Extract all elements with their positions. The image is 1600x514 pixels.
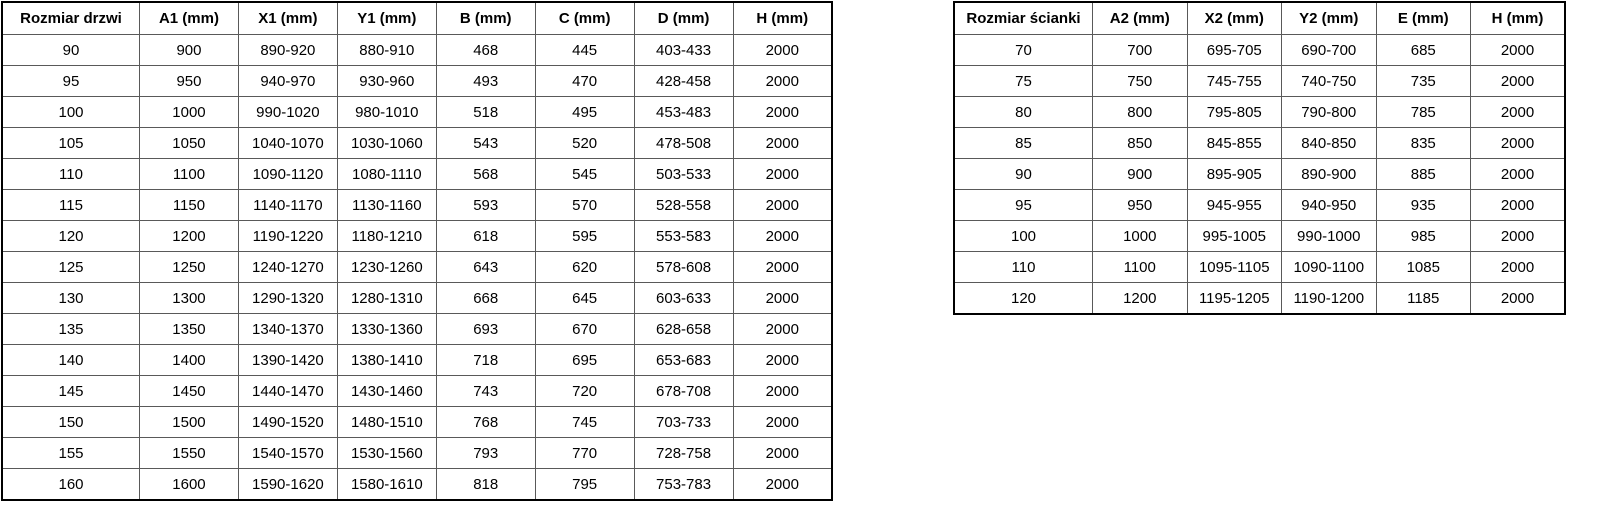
table-cell: 2000 [1471, 283, 1566, 315]
table-cell: 1300 [140, 283, 239, 314]
table-cell: 1580-1610 [337, 469, 436, 501]
table-cell: 795-805 [1187, 97, 1282, 128]
table-cell: 1250 [140, 252, 239, 283]
table-cell: 135 [2, 314, 140, 345]
table-cell: 990-1000 [1282, 221, 1377, 252]
table-cell: 2000 [733, 35, 832, 66]
table-cell: 90 [954, 159, 1093, 190]
table-cell: 593 [436, 190, 535, 221]
table-cell: 1550 [140, 438, 239, 469]
table-cell: 95 [954, 190, 1093, 221]
table-cell: 1080-1110 [337, 159, 436, 190]
table-cell: 403-433 [634, 35, 733, 66]
table-cell: 1400 [140, 345, 239, 376]
table-cell: 528-558 [634, 190, 733, 221]
table-cell: 1430-1460 [337, 376, 436, 407]
table-cell: 850 [1093, 128, 1188, 159]
table-cell: 1195-1205 [1187, 283, 1282, 315]
table-cell: 90 [2, 35, 140, 66]
table-cell: 95 [2, 66, 140, 97]
table-row [954, 128, 1565, 159]
table-cell: 840-850 [1282, 128, 1377, 159]
table-cell: 2000 [733, 252, 832, 283]
table-row [2, 314, 832, 345]
table-cell: 2000 [1471, 159, 1566, 190]
table-cell: 685 [1376, 35, 1471, 66]
table-cell: 2000 [733, 438, 832, 469]
table-cell: 718 [436, 345, 535, 376]
table-cell: 643 [436, 252, 535, 283]
table-cell: 990-1020 [238, 97, 337, 128]
table-cell: 1590-1620 [238, 469, 337, 501]
table-cell: 1095-1105 [1187, 252, 1282, 283]
table-cell: 1450 [140, 376, 239, 407]
table-cell: 578-608 [634, 252, 733, 283]
table-row [954, 35, 1565, 66]
table-cell: 745-755 [1187, 66, 1282, 97]
table-cell: 553-583 [634, 221, 733, 252]
table-cell: 1085 [1376, 252, 1471, 283]
table-cell: 745 [535, 407, 634, 438]
column-header: Rozmiar drzwi [2, 2, 140, 35]
table-row [2, 252, 832, 283]
table-cell: 950 [1093, 190, 1188, 221]
table-row [954, 283, 1565, 315]
table-cell: 478-508 [634, 128, 733, 159]
table-cell: 1440-1470 [238, 376, 337, 407]
table-cell: 468 [436, 35, 535, 66]
table-cell: 2000 [733, 221, 832, 252]
table-cell: 945-955 [1187, 190, 1282, 221]
table-cell: 668 [436, 283, 535, 314]
table-row [954, 252, 1565, 283]
column-header: H (mm) [1471, 2, 1566, 35]
table-cell: 743 [436, 376, 535, 407]
table-cell: 2000 [733, 283, 832, 314]
column-header: H (mm) [733, 2, 832, 35]
table-cell: 1180-1210 [337, 221, 436, 252]
table-cell: 1100 [140, 159, 239, 190]
table-cell: 1140-1170 [238, 190, 337, 221]
table-cell: 1040-1070 [238, 128, 337, 159]
table-cell: 428-458 [634, 66, 733, 97]
table-cell: 653-683 [634, 345, 733, 376]
table-cell: 2000 [733, 469, 832, 501]
table-cell: 140 [2, 345, 140, 376]
table-row [2, 438, 832, 469]
table-row [954, 221, 1565, 252]
table-cell: 568 [436, 159, 535, 190]
table-cell: 940-970 [238, 66, 337, 97]
table-cell: 105 [2, 128, 140, 159]
door-size-table [1, 1, 833, 501]
table-cell: 1185 [1376, 283, 1471, 315]
table-cell: 2000 [733, 345, 832, 376]
table-cell: 1290-1320 [238, 283, 337, 314]
table-cell: 700 [1093, 35, 1188, 66]
table-cell: 1000 [1093, 221, 1188, 252]
table-cell: 980-1010 [337, 97, 436, 128]
table-cell: 100 [954, 221, 1093, 252]
table-cell: 880-910 [337, 35, 436, 66]
table-cell: 115 [2, 190, 140, 221]
table-cell: 895-905 [1187, 159, 1282, 190]
table-cell: 80 [954, 97, 1093, 128]
table-cell: 753-783 [634, 469, 733, 501]
table-row [954, 159, 1565, 190]
table-cell: 543 [436, 128, 535, 159]
table-cell: 1330-1360 [337, 314, 436, 345]
column-header: C (mm) [535, 2, 634, 35]
column-header: X1 (mm) [238, 2, 337, 35]
table-cell: 1090-1100 [1282, 252, 1377, 283]
column-header: Rozmiar ścianki [954, 2, 1093, 35]
table-cell: 453-483 [634, 97, 733, 128]
table-row [2, 221, 832, 252]
table-cell: 1100 [1093, 252, 1188, 283]
table-cell: 120 [954, 283, 1093, 315]
column-header: B (mm) [436, 2, 535, 35]
column-header: E (mm) [1376, 2, 1471, 35]
table-cell: 520 [535, 128, 634, 159]
table-cell: 985 [1376, 221, 1471, 252]
table-row [2, 283, 832, 314]
column-header: A2 (mm) [1093, 2, 1188, 35]
table-cell: 900 [1093, 159, 1188, 190]
table-cell: 2000 [733, 376, 832, 407]
table-cell: 1500 [140, 407, 239, 438]
table-cell: 470 [535, 66, 634, 97]
table-cell: 110 [954, 252, 1093, 283]
table-cell: 885 [1376, 159, 1471, 190]
table-cell: 1030-1060 [337, 128, 436, 159]
table-cell: 570 [535, 190, 634, 221]
table-cell: 620 [535, 252, 634, 283]
table-cell: 1050 [140, 128, 239, 159]
table-cell: 2000 [1471, 66, 1566, 97]
table-cell: 130 [2, 283, 140, 314]
table-cell: 1230-1260 [337, 252, 436, 283]
table-cell: 70 [954, 35, 1093, 66]
table-cell: 695-705 [1187, 35, 1282, 66]
column-header: D (mm) [634, 2, 733, 35]
table-cell: 890-920 [238, 35, 337, 66]
table-cell: 2000 [1471, 190, 1566, 221]
table-cell: 645 [535, 283, 634, 314]
table-cell: 1390-1420 [238, 345, 337, 376]
table-cell: 1600 [140, 469, 239, 501]
table-cell: 445 [535, 35, 634, 66]
table-cell: 150 [2, 407, 140, 438]
table-cell: 790-800 [1282, 97, 1377, 128]
table-cell: 678-708 [634, 376, 733, 407]
column-header: Y2 (mm) [1282, 2, 1377, 35]
table-cell: 2000 [733, 128, 832, 159]
table-cell: 1200 [1093, 283, 1188, 315]
table-cell: 835 [1376, 128, 1471, 159]
table-cell: 1530-1560 [337, 438, 436, 469]
table-row [2, 97, 832, 128]
table-cell: 670 [535, 314, 634, 345]
table-cell: 2000 [1471, 97, 1566, 128]
table-cell: 618 [436, 221, 535, 252]
table-row [2, 469, 832, 501]
table-cell: 2000 [1471, 252, 1566, 283]
table-cell: 750 [1093, 66, 1188, 97]
table-cell: 2000 [733, 407, 832, 438]
table-cell: 145 [2, 376, 140, 407]
table-row [2, 345, 832, 376]
table-cell: 930-960 [337, 66, 436, 97]
table-cell: 795 [535, 469, 634, 501]
table-cell: 603-633 [634, 283, 733, 314]
table-row [954, 66, 1565, 97]
table-cell: 1130-1160 [337, 190, 436, 221]
table-cell: 503-533 [634, 159, 733, 190]
table-cell: 2000 [733, 314, 832, 345]
table-cell: 1350 [140, 314, 239, 345]
door-table-header-row [2, 2, 832, 35]
table-cell: 693 [436, 314, 535, 345]
table-cell: 900 [140, 35, 239, 66]
table-cell: 720 [535, 376, 634, 407]
table-cell: 800 [1093, 97, 1188, 128]
table-cell: 950 [140, 66, 239, 97]
table-cell: 120 [2, 221, 140, 252]
table-cell: 1190-1200 [1282, 283, 1377, 315]
table-cell: 155 [2, 438, 140, 469]
table-cell: 1090-1120 [238, 159, 337, 190]
table-row [954, 97, 1565, 128]
table-cell: 940-950 [1282, 190, 1377, 221]
table-cell: 728-758 [634, 438, 733, 469]
table-cell: 1280-1310 [337, 283, 436, 314]
table-cell: 493 [436, 66, 535, 97]
column-header: X2 (mm) [1187, 2, 1282, 35]
table-cell: 1540-1570 [238, 438, 337, 469]
table-cell: 2000 [733, 66, 832, 97]
wall-panel-size-table [953, 1, 1566, 315]
table-cell: 1240-1270 [238, 252, 337, 283]
table-cell: 2000 [1471, 35, 1566, 66]
table-cell: 595 [535, 221, 634, 252]
table-cell: 1190-1220 [238, 221, 337, 252]
table-cell: 100 [2, 97, 140, 128]
table-cell: 703-733 [634, 407, 733, 438]
table-row [2, 407, 832, 438]
table-cell: 770 [535, 438, 634, 469]
wall-table-body [954, 35, 1565, 315]
table-cell: 695 [535, 345, 634, 376]
table-cell: 1200 [140, 221, 239, 252]
table-row [2, 190, 832, 221]
table-cell: 2000 [1471, 221, 1566, 252]
table-cell: 110 [2, 159, 140, 190]
wall-table-header-row [954, 2, 1565, 35]
table-cell: 2000 [733, 97, 832, 128]
table-cell: 793 [436, 438, 535, 469]
table-cell: 740-750 [1282, 66, 1377, 97]
table-cell: 1000 [140, 97, 239, 128]
table-cell: 628-658 [634, 314, 733, 345]
table-cell: 890-900 [1282, 159, 1377, 190]
table-cell: 785 [1376, 97, 1471, 128]
table-cell: 160 [2, 469, 140, 501]
table-cell: 1150 [140, 190, 239, 221]
table-row [2, 66, 832, 97]
column-header: A1 (mm) [140, 2, 239, 35]
table-cell: 690-700 [1282, 35, 1377, 66]
table-cell: 2000 [1471, 128, 1566, 159]
table-cell: 518 [436, 97, 535, 128]
table-row [954, 190, 1565, 221]
table-cell: 845-855 [1187, 128, 1282, 159]
column-header: Y1 (mm) [337, 2, 436, 35]
table-cell: 935 [1376, 190, 1471, 221]
table-cell: 768 [436, 407, 535, 438]
table-row [2, 35, 832, 66]
table-cell: 545 [535, 159, 634, 190]
table-cell: 495 [535, 97, 634, 128]
table-cell: 1480-1510 [337, 407, 436, 438]
table-row [2, 128, 832, 159]
table-cell: 818 [436, 469, 535, 501]
table-row [2, 376, 832, 407]
table-cell: 735 [1376, 66, 1471, 97]
table-cell: 75 [954, 66, 1093, 97]
door-table-body [2, 35, 832, 501]
table-cell: 1340-1370 [238, 314, 337, 345]
table-cell: 125 [2, 252, 140, 283]
table-cell: 1380-1410 [337, 345, 436, 376]
table-cell: 2000 [733, 190, 832, 221]
table-cell: 1490-1520 [238, 407, 337, 438]
table-cell: 2000 [733, 159, 832, 190]
table-cell: 85 [954, 128, 1093, 159]
table-cell: 995-1005 [1187, 221, 1282, 252]
table-row [2, 159, 832, 190]
